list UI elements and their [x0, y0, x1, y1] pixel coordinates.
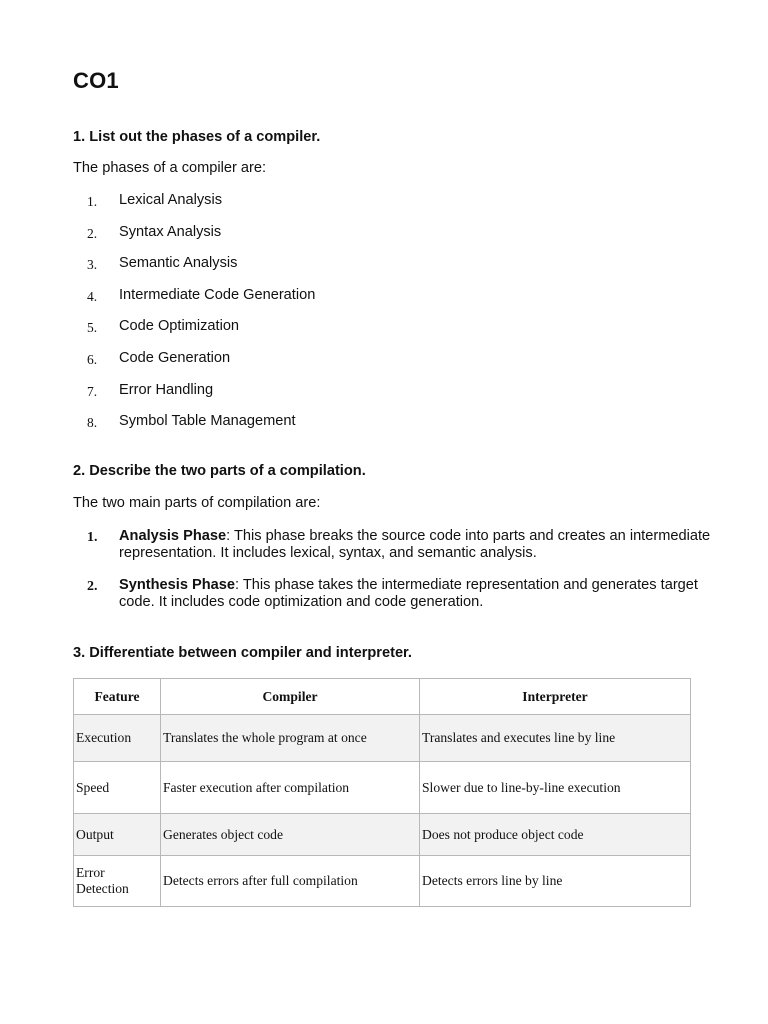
list-item-number: 6.	[87, 351, 98, 367]
question-1-intro: The phases of a compiler are:	[73, 160, 267, 176]
table-cell: Translates the whole program at once	[161, 715, 420, 762]
list-item-number: 5.	[87, 320, 98, 336]
comparison-table	[73, 678, 691, 907]
list-item-number: 4.	[87, 288, 98, 304]
phase-description: : This phase takes the intermediate representation and generates target code. It includes code optimization and code generation.	[119, 577, 698, 610]
phase-term: Synthesis Phase	[119, 577, 235, 593]
table-row	[74, 856, 691, 907]
list-item-number: 3.	[87, 257, 98, 273]
list-item-text: Lexical Analysis	[119, 192, 223, 208]
table-cell: Detects errors after full compilation	[161, 856, 420, 907]
table-cell: Error Detection	[74, 856, 161, 907]
list-item-text: Error Handling	[119, 381, 214, 398]
table-cell: Execution	[74, 715, 161, 762]
list-item	[73, 382, 713, 414]
list-item-text: Symbol Table Management	[119, 413, 296, 430]
list-item	[73, 255, 713, 287]
table-cell: Generates object code	[161, 814, 420, 856]
list-item	[73, 287, 713, 319]
list-item-number: 1.	[87, 530, 98, 545]
list-item-text: Code Generation	[119, 349, 231, 366]
list-item	[73, 413, 713, 445]
table-cell: Slower due to line-by-line execution	[420, 762, 691, 814]
list-item-text: Semantic Analysis	[119, 255, 238, 272]
phase-term: Analysis Phase	[119, 528, 227, 544]
list-item-number: 7.	[87, 383, 98, 399]
list-item	[73, 528, 713, 562]
table-header-cell: Interpreter	[420, 679, 691, 715]
list-item-text: Code Optimization	[119, 318, 240, 335]
phase-description: : This phase breaks the source code into parts and creates an intermediate representation. It includes lexical, syntax, and semantic analysis.	[119, 528, 711, 561]
list-item-number: 8.	[87, 415, 98, 431]
list-item-number: 2.	[87, 579, 98, 594]
table-cell: Does not produce object code	[420, 814, 691, 856]
table-cell: Faster execution after compilation	[161, 762, 420, 814]
table-cell: Speed	[74, 762, 161, 814]
list-item	[73, 350, 713, 382]
compilation-parts-list	[73, 528, 713, 626]
list-item	[73, 224, 713, 256]
compiler-phases-list	[73, 192, 713, 445]
table-cell: Detects errors line by line	[420, 856, 691, 907]
table-cell: Translates and executes line by line	[420, 715, 691, 762]
table-header-cell: Feature	[74, 679, 161, 715]
list-item	[73, 577, 713, 611]
table-row	[74, 762, 691, 814]
question-2-heading: 2. Describe the two parts of a compilation.	[73, 463, 366, 479]
list-item	[73, 192, 713, 224]
list-item	[73, 318, 713, 350]
question-2-intro: The two main parts of compilation are:	[73, 495, 321, 511]
question-1-heading: 1. List out the phases of a compiler.	[73, 129, 321, 145]
list-item-text: Syntax Analysis	[119, 223, 222, 240]
table-header-row	[74, 679, 691, 715]
list-item-text: Intermediate Code Generation	[119, 286, 316, 303]
list-item-number: 1.	[87, 194, 98, 209]
list-item-number: 2.	[87, 225, 98, 241]
question-3-heading: 3. Differentiate between compiler and interpreter.	[73, 645, 412, 661]
table-row	[74, 715, 691, 762]
table-cell: Output	[74, 814, 161, 856]
table-header-cell: Compiler	[161, 679, 420, 715]
page-title: CO1	[73, 68, 119, 93]
table-row	[74, 814, 691, 856]
